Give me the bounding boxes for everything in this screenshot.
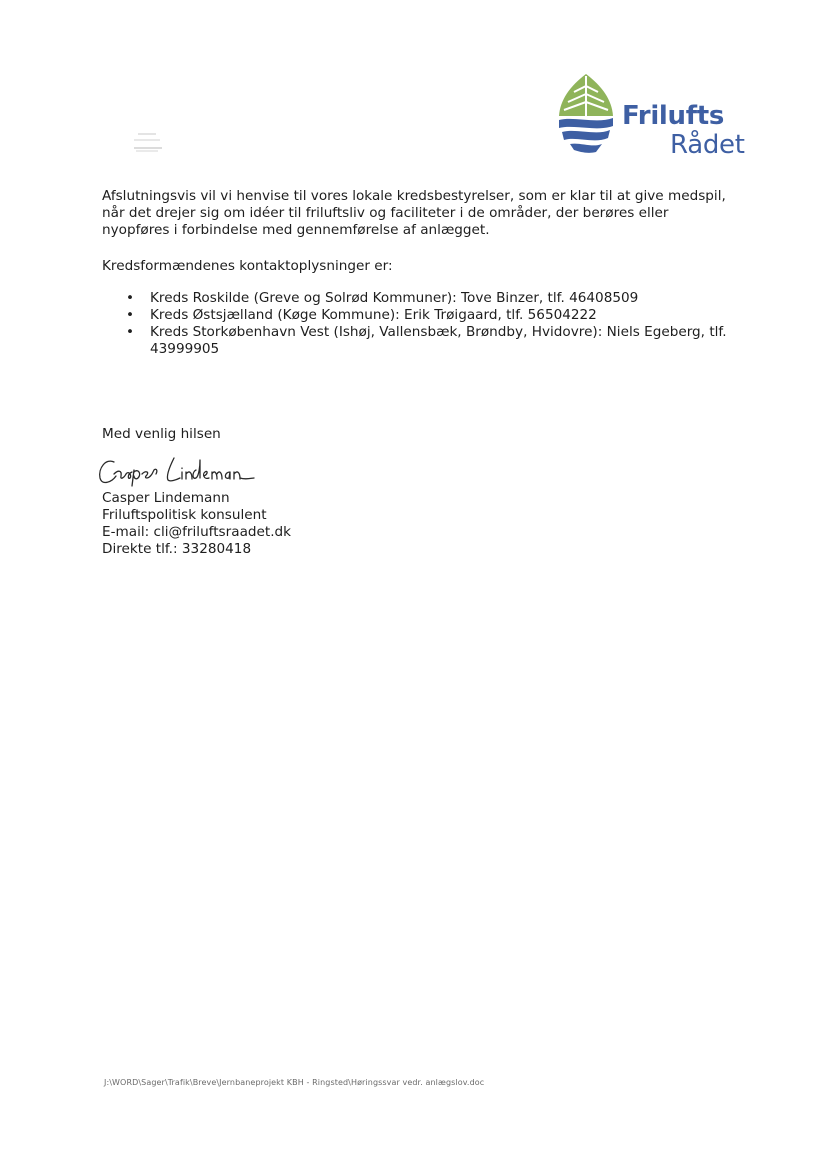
sender-title: Friluftspolitisk konsulent [102, 507, 267, 523]
bullet-icon: • [126, 307, 135, 323]
logo-wordmark [622, 102, 745, 160]
signature [96, 452, 256, 488]
leaf-icon [556, 72, 616, 154]
sender-email: E-mail: cli@friluftsraadet.dk [102, 524, 292, 540]
friluftsraadet-logo [556, 72, 756, 164]
list-item [102, 324, 732, 358]
sender-block [102, 490, 291, 558]
logo-line1: Frilufts [622, 101, 725, 131]
contact-intro: Kredsformændenes kontaktoplysninger er: [102, 258, 393, 274]
kreds-text: Kreds Storkøbenhavn Vest (Ishøj, Vallensbæk, Brøndby, Hvidovre): Niels Egeberg, tlf. 43999905 [150, 324, 727, 357]
logo-line2: Rådet [670, 130, 745, 160]
kreds-list [102, 290, 732, 358]
list-item [102, 290, 732, 307]
bullet-icon: • [126, 290, 135, 306]
kreds-text: Kreds Roskilde (Greve og Solrød Kommuner): Tove Binzer, tlf. 46408509 [150, 290, 639, 306]
list-item [102, 307, 732, 324]
closing-paragraph: Afslutningsvis vil vi henvise til vores lokale kredsbestyrelser, som er klar til at give medspil, når det drejer sig om idéer til friluftsliv og faciliteter i de områder, der berøres eller nyopføres i forbindelse med gennemførelse af anlægget. [102, 188, 726, 238]
file-path-footer: J:\WORD\Sager\Trafik\Breve\Jernbaneprojekt KBH - Ringsted\Høringssvar vedr. anlægslov.doc [104, 1078, 485, 1087]
greeting: Med venlig hilsen [102, 426, 221, 442]
sender-phone: Direkte tlf.: 33280418 [102, 541, 252, 557]
scan-artifact [130, 128, 166, 156]
sender-name: Casper Lindemann [102, 490, 230, 506]
kreds-text: Kreds Østsjælland (Køge Kommune): Erik Trøigaard, tlf. 56504222 [150, 307, 597, 323]
bullet-icon: • [126, 324, 135, 340]
